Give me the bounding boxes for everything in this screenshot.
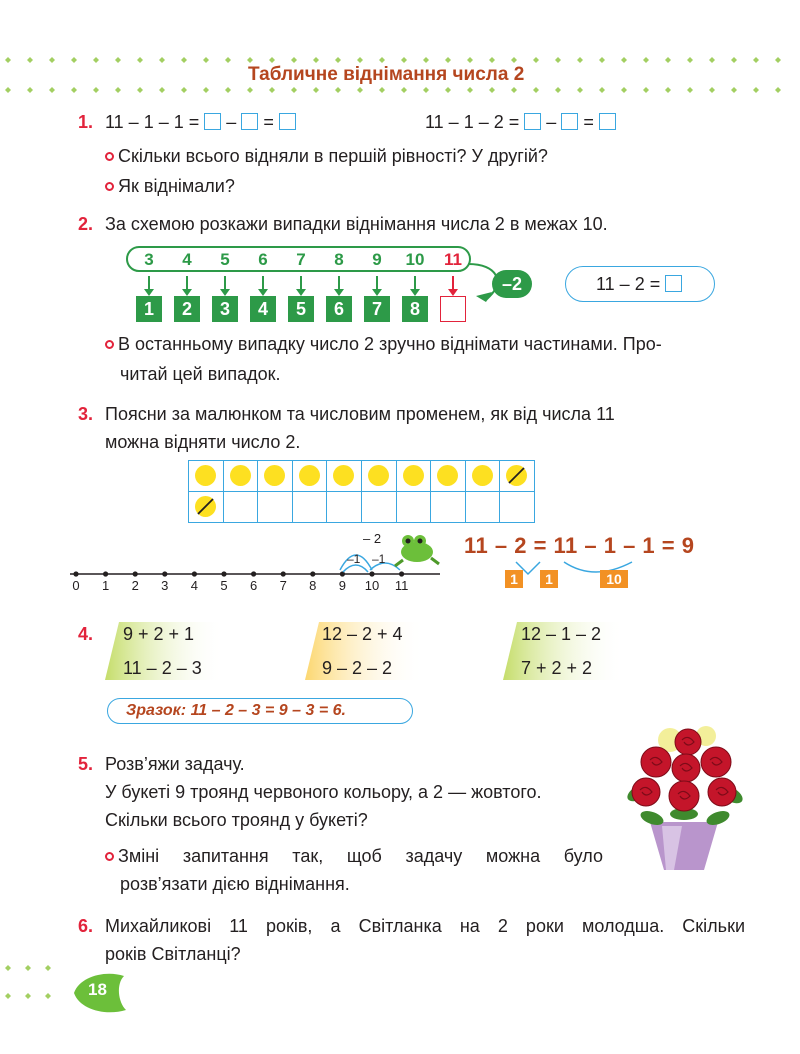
task3-equation: 11 – 2 = 11 – 1 – 1 = 9: [464, 533, 695, 558]
task-number-4: 4.: [78, 624, 94, 644]
task3-text-line2: можна відняти число 2.: [105, 432, 301, 452]
task1-equation-b: 11 – 1 – 2 = – =: [425, 108, 616, 136]
task4-expr: 11 – 2 – 3: [123, 658, 202, 678]
task2-note: В останньому випадку число 2 зручно віднімати частинами. Про-: [105, 330, 745, 358]
task5-line1: Розв’яжи задачу.: [105, 754, 245, 774]
answer-box[interactable]: [279, 113, 296, 130]
grid-cell: [223, 460, 259, 492]
task-number-5: 5.: [78, 754, 94, 774]
minus-two-badge: –2: [492, 270, 532, 298]
counter-circle: [333, 465, 354, 486]
number-line-label: 8: [309, 578, 317, 593]
page-title: Табличне віднімання числа 2: [248, 64, 525, 85]
grid-cell: [361, 460, 397, 492]
number-line-label: 5: [220, 578, 228, 593]
number-line-label: 10: [364, 578, 380, 593]
answer-box[interactable]: [524, 113, 541, 130]
bullet-icon: [105, 852, 114, 861]
scheme-result-box: 6: [326, 296, 352, 322]
scheme-top-number: 4: [182, 250, 192, 269]
down-arrow-icon: [338, 276, 340, 290]
task2-expression: 11 – 2 =: [565, 266, 715, 302]
grid-cell: [430, 460, 466, 492]
part-box-3: 10: [600, 570, 628, 588]
down-arrow-icon: [224, 276, 226, 290]
answer-box[interactable]: [440, 296, 466, 322]
task1-question-2: Як віднімали?: [105, 172, 235, 200]
scheme-top-number: 5: [220, 250, 230, 269]
page-number: 18: [88, 980, 107, 999]
scheme-result-box: 7: [364, 296, 390, 322]
down-arrow-icon: [300, 276, 302, 290]
number-line-label: 9: [338, 578, 346, 593]
frog-icon: [393, 532, 441, 568]
scheme-top-number: 6: [258, 250, 268, 269]
task4-expr: 9 + 2 + 1: [123, 624, 195, 644]
scheme-top-number: 9: [372, 250, 382, 269]
answer-box[interactable]: [665, 275, 682, 292]
scheme-top-number: 10: [405, 250, 425, 269]
number-line-label: 4: [190, 578, 198, 593]
bullet-icon: [105, 152, 114, 161]
answer-box[interactable]: [561, 113, 578, 130]
counter-circle: [472, 465, 493, 486]
counter-circle: [368, 465, 389, 486]
grid-cell: [188, 460, 224, 492]
answer-box[interactable]: [599, 113, 616, 130]
grid-cell: [326, 460, 362, 492]
task6-line2: років Світланці?: [105, 944, 241, 964]
counter-circle: [506, 465, 527, 486]
grid-cell: [188, 491, 224, 523]
scheme-top-number: 3: [144, 250, 154, 269]
grid-cell: [326, 491, 362, 523]
grid-cell: [223, 491, 259, 523]
down-arrow-icon: [262, 276, 264, 290]
task-number-6: 6.: [78, 916, 94, 936]
down-arrow-icon: [186, 276, 188, 290]
sample-box: Зразок: 11 – 2 – 3 = 9 – 3 = 6.: [107, 698, 413, 724]
grid-cell: [361, 491, 397, 523]
decorative-dots-bottom: [0, 962, 70, 1012]
grid-cell: [292, 491, 328, 523]
down-arrow-icon: [414, 276, 416, 290]
task4-expr: 12 – 2 + 4: [322, 624, 403, 644]
scheme-result-box: 3: [212, 296, 238, 322]
number-line-label: 7: [279, 578, 287, 593]
bullet-icon: [105, 340, 114, 349]
scheme-result-box: 5: [288, 296, 314, 322]
task5-line2: У букеті 9 троянд червоного кольору, а 2 — жовтого.: [105, 782, 542, 802]
part-box-1: 1: [505, 570, 523, 588]
scheme-top-number: 11: [444, 250, 462, 269]
grid-cell: [465, 491, 501, 523]
counter-circle: [264, 465, 285, 486]
grid-cell: [430, 491, 466, 523]
scheme-top-number: 8: [334, 250, 344, 269]
task3-text-line1: Поясни за малюнком та числовим променем, як від числа 11: [105, 404, 615, 424]
task5-question-line2: розв’язати дією віднімання.: [120, 874, 350, 894]
arc-label: – 2: [363, 531, 382, 546]
grid-cell: [257, 491, 293, 523]
number-line-label: 11: [394, 578, 409, 593]
task4-expr: 12 – 1 – 2: [521, 624, 602, 644]
scheme-result-box: 4: [250, 296, 276, 322]
task1-question-1: Скільки всього відняли в першій рівності? У другій?: [105, 142, 548, 170]
scheme-top-number: 7: [296, 250, 306, 269]
task5-question-line1: Зміні запитання так, щоб задачу можна було: [105, 842, 603, 870]
task2-text: За схемою розкажи випадки віднімання числа 2 в межах 10.: [105, 214, 608, 234]
arc-small-label-2: –1: [372, 552, 386, 566]
counter-circle: [195, 465, 216, 486]
number-line-label: 1: [101, 578, 110, 593]
counter-circle: [195, 496, 216, 517]
grid-cell: [499, 491, 535, 523]
grid-cell: [465, 460, 501, 492]
task1-equation-a: 11 – 1 – 1 = – =: [105, 108, 296, 136]
number-line-label: 6: [249, 578, 258, 593]
down-arrow-icon: [452, 276, 454, 290]
number-line-label: 3: [161, 578, 169, 593]
part-box-2: 1: [540, 570, 558, 588]
answer-box[interactable]: [241, 113, 258, 130]
grid-cell: [396, 491, 432, 523]
task5-line3: Скільки всього троянд у букеті?: [105, 810, 368, 830]
counter-circle: [299, 465, 320, 486]
arc-small-label-1: –1: [347, 552, 361, 566]
scheme-result-box: 2: [174, 296, 200, 322]
bullet-icon: [105, 182, 114, 191]
task-number-3: 3.: [78, 404, 94, 424]
grid-cell: [292, 460, 328, 492]
down-arrow-icon: [148, 276, 150, 290]
task2-note-line2: читай цей випадок.: [120, 364, 281, 384]
grid-cell: [396, 460, 432, 492]
counter-circle: [403, 465, 424, 486]
task4-expr: 7 + 2 + 2: [521, 658, 593, 678]
answer-box[interactable]: [204, 113, 221, 130]
counter-circle: [230, 465, 251, 486]
scheme-result-box: 8: [402, 296, 428, 322]
counter-circle: [437, 465, 458, 486]
task4-expr: 9 – 2 – 2: [322, 658, 393, 678]
task-number-2: 2.: [78, 214, 94, 234]
roses-bouquet-image: [622, 722, 747, 872]
number-line-label: 0: [72, 578, 80, 593]
down-arrow-icon: [376, 276, 378, 290]
number-line-label: 2: [131, 578, 139, 593]
task6-line1: Михайликові 11 років, а Світланка на 2 роки молодша. Скільки: [105, 916, 745, 936]
scheme-result-box: 1: [136, 296, 162, 322]
grid-cell: [257, 460, 293, 492]
task-number-1: 1.: [78, 112, 94, 132]
grid-cell: [499, 460, 535, 492]
